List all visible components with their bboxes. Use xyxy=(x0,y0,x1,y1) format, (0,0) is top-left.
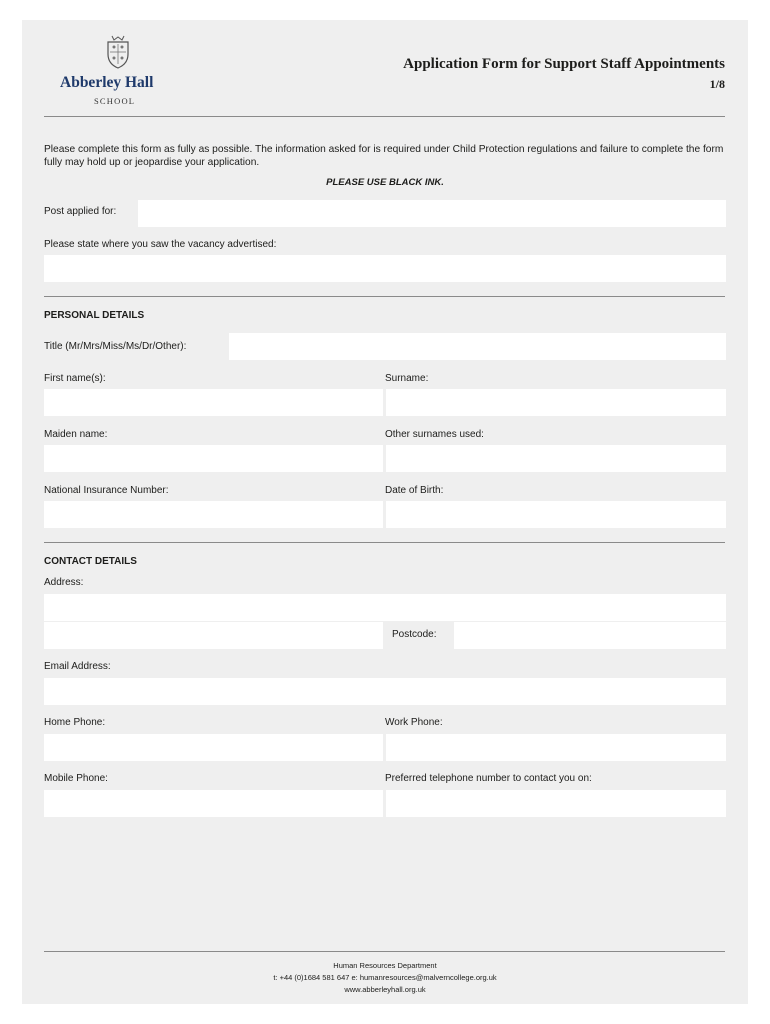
address-field-line2[interactable] xyxy=(44,622,383,649)
address-field-line1[interactable] xyxy=(44,594,726,621)
page-number: 1/8 xyxy=(709,77,725,91)
school-subtitle: SCHOOL xyxy=(94,96,136,106)
school-name: Abberley Hall xyxy=(60,74,154,91)
email-label: Email Address: xyxy=(44,661,111,672)
surname-field[interactable] xyxy=(386,389,726,416)
vacancy-field[interactable] xyxy=(44,255,726,282)
post-applied-field[interactable] xyxy=(138,200,726,227)
mobile-phone-label: Mobile Phone: xyxy=(44,773,108,784)
first-name-label: First name(s): xyxy=(44,373,106,384)
maiden-name-field[interactable] xyxy=(44,445,383,472)
postcode-field[interactable] xyxy=(454,622,726,649)
vacancy-label: Please state where you saw the vacancy advertised: xyxy=(44,239,277,250)
dob-field[interactable] xyxy=(386,501,726,528)
footer-website[interactable]: www.abberleyhall.org.uk xyxy=(344,985,426,994)
ni-number-field[interactable] xyxy=(44,501,383,528)
maiden-name-label: Maiden name: xyxy=(44,429,108,440)
surname-label: Surname: xyxy=(385,373,429,384)
form-title: Application Form for Support Staff Appointments xyxy=(403,56,725,72)
ni-number-label: National Insurance Number: xyxy=(44,485,169,496)
header-divider xyxy=(44,116,725,117)
work-phone-field[interactable] xyxy=(386,734,726,761)
preferred-phone-field[interactable] xyxy=(386,790,726,817)
first-name-field[interactable] xyxy=(44,389,383,416)
email-field[interactable] xyxy=(44,678,726,705)
section-divider xyxy=(44,542,725,543)
preferred-phone-label: Preferred telephone number to contact you on: xyxy=(385,773,592,784)
intro-text: Please complete this form as fully as possible. The information asked for is required under Child Protection regulations and failure to complete the form fully may hold up or jeopardise your application. xyxy=(44,144,724,168)
section-divider xyxy=(44,296,725,297)
title-label: Title (Mr/Mrs/Miss/Ms/Dr/Other): xyxy=(44,341,187,352)
other-surnames-field[interactable] xyxy=(386,445,726,472)
home-phone-field[interactable] xyxy=(44,734,383,761)
dob-label: Date of Birth: xyxy=(385,485,444,496)
post-applied-label: Post applied for: xyxy=(44,206,117,217)
mobile-phone-field[interactable] xyxy=(44,790,383,817)
school-crest-icon xyxy=(104,34,132,70)
work-phone-label: Work Phone: xyxy=(385,717,443,728)
footer-contact: t: +44 (0)1684 581 647 e: humanresources@malverncollege.org.uk xyxy=(273,973,497,982)
home-phone-label: Home Phone: xyxy=(44,717,106,728)
footer-divider xyxy=(44,951,725,952)
ink-notice: PLEASE USE BLACK INK. xyxy=(326,177,444,188)
contact-details-heading: CONTACT DETAILS xyxy=(44,556,137,567)
other-surnames-label: Other surnames used: xyxy=(385,429,484,440)
title-field[interactable] xyxy=(229,333,726,360)
address-label: Address: xyxy=(44,577,84,588)
form-page xyxy=(22,20,748,1004)
footer-department: Human Resources Department xyxy=(333,961,437,970)
personal-details-heading: PERSONAL DETAILS xyxy=(44,310,145,321)
postcode-label: Postcode: xyxy=(392,629,437,640)
